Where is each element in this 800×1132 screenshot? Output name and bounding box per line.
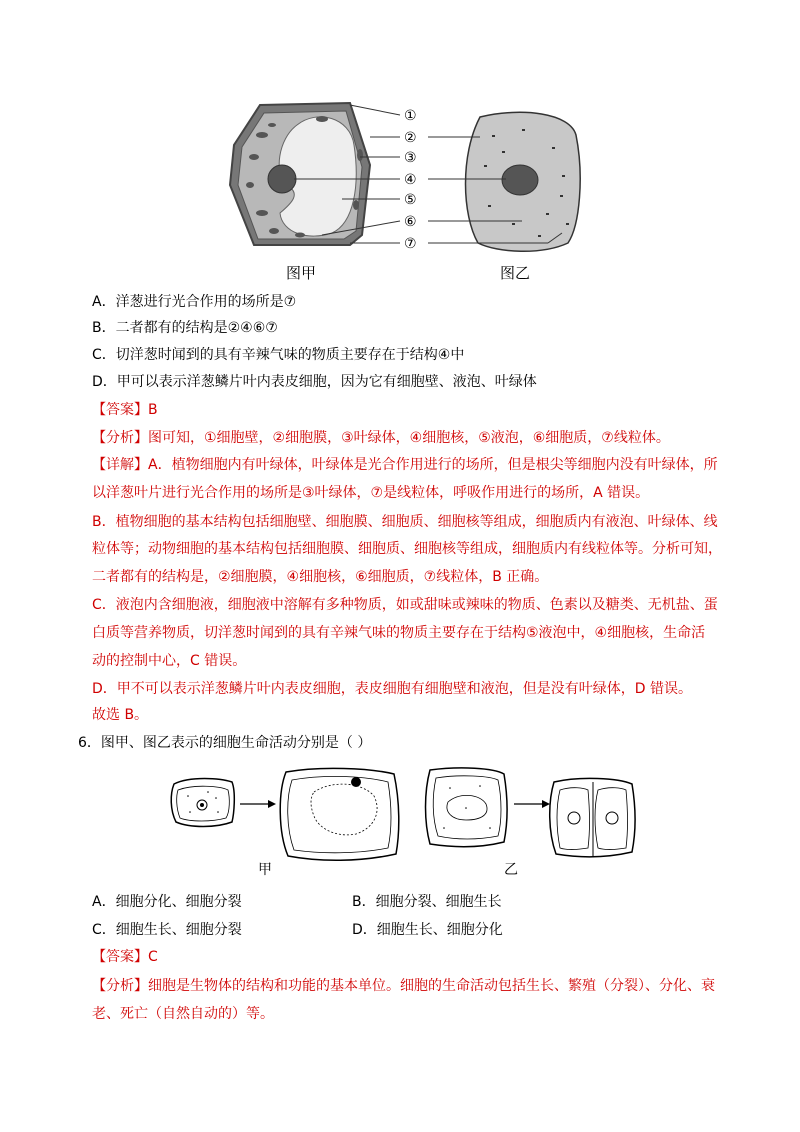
q6-option-c: C．细胞生长、细胞分裂: [92, 922, 242, 938]
q6-option-b: B．细胞分裂、细胞生长: [352, 894, 502, 910]
q5-detail-line: 动的控制中心，C 错误。: [92, 653, 247, 669]
q5-detail-line: 粒体等；动物细胞的基本结构包括细胞膜、细胞质、细胞核等组成，细胞质内有线粒体等。分析可知，: [92, 541, 722, 557]
label-5: ⑤: [404, 192, 417, 208]
label-2: ②: [404, 130, 417, 146]
label-4: ④: [404, 172, 417, 188]
q5-option-a: A．洋葱进行光合作用的场所是⑦: [92, 294, 297, 310]
cell-activity-figure: [160, 762, 650, 880]
q5-detail-line: 二者都有的结构是，②细胞膜，④细胞核，⑥细胞质，⑦线粒体，B 正确。: [92, 569, 549, 585]
q5-detail-line: B．植物细胞的基本结构包括细胞壁、细胞膜、细胞质、细胞核等组成，细胞质内有液泡、叶绿体、线: [92, 514, 718, 530]
q5-option-b: B．二者都有的结构是②④⑥⑦: [92, 320, 278, 336]
cell-structure-figure: [222, 95, 582, 285]
label-7: ⑦: [404, 236, 417, 252]
q5-detail-line: C．液泡内含细胞液，细胞液中溶解有多种物质，如或甜味或辣味的物质、色素以及糖类、无机盐、蛋: [92, 597, 718, 613]
label-1: ①: [404, 108, 417, 124]
fig2-caption-b: 乙: [504, 862, 518, 878]
label-3: ③: [404, 150, 417, 166]
q6-option-d: D．细胞生长、细胞分化: [352, 922, 503, 938]
label-6: ⑥: [404, 214, 417, 230]
figure-b-caption: 图乙: [500, 264, 531, 282]
q5-detail-line: D．甲不可以表示洋葱鳞片叶内表皮细胞，表皮细胞有细胞壁和液泡，但是没有叶绿体，D 错误。: [92, 681, 693, 697]
q5-option-c: C．切洋葱时闻到的具有辛辣气味的物质主要存在于结构④中: [92, 347, 465, 363]
q5-option-d: D．甲可以表示洋葱鳞片叶内表皮细胞，因为它有细胞壁、液泡、叶绿体: [92, 374, 537, 390]
animal-nucleus: [502, 165, 538, 195]
q6-analysis-line: 【分析】细胞是生物体的结构和功能的基本单位。细胞的生命活动包括生长、繁殖（分裂）、分化、衰: [92, 978, 715, 994]
nucleus: [268, 165, 296, 193]
divided-cells: [550, 778, 635, 856]
figure-a-caption: 图甲: [286, 264, 317, 282]
q5-answer: 【答案】B: [92, 402, 158, 418]
q5-detail-line: 以洋葱叶片进行光合作用的场所是③叶绿体，⑦是线粒体，呼吸作用进行的场所，A 错误。: [92, 485, 650, 501]
fig2-caption-a: 甲: [258, 862, 272, 878]
q6-option-a: A．细胞分化、细胞分裂: [92, 894, 242, 910]
q5-detail-line: 【详解】A．植物细胞内有叶绿体，叶绿体是光合作用进行的场所，但是根尖等细胞内没有叶绿体，所: [92, 457, 718, 473]
grown-cell: [280, 768, 399, 860]
q6-analysis-line: 老、死亡（自然自动的）等。: [92, 1006, 274, 1022]
q6-answer: 【答案】C: [92, 949, 158, 965]
q5-detail-line: 白质等营养物质，切洋葱时闻到的具有辛辣气味的物质主要存在于结构⑤液泡中，④细胞核，生命活: [92, 625, 706, 641]
q5-conclusion: 故选 B。: [92, 707, 149, 723]
q6-stem: 6．图甲、图乙表示的细胞生命活动分别是（ ）: [78, 735, 372, 751]
q5-analysis: 【分析】图可知，①细胞壁，②细胞膜，③叶绿体，④细胞核，⑤液泡，⑥细胞质，⑦线粒体。: [92, 430, 670, 446]
